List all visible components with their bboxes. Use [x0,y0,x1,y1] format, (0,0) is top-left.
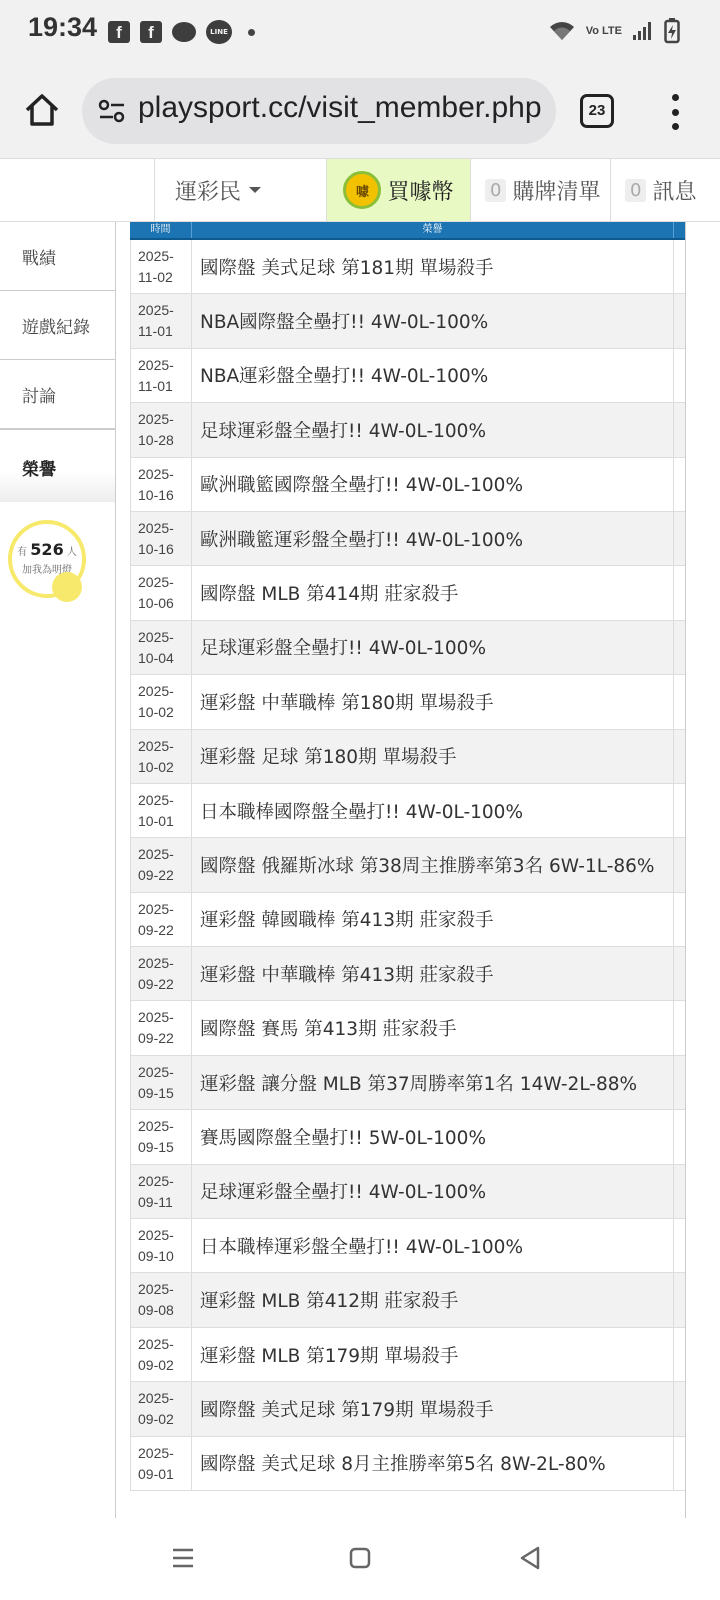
table-row [130,675,685,729]
table-row [130,1437,685,1491]
chat-bubble-icon [172,22,196,42]
row-date: 2025- 10-16 [130,512,192,565]
sidebar-item-game-log[interactable] [0,291,115,360]
back-icon[interactable] [510,1538,550,1578]
row-honor: 賽馬國際盤全壘打!! 5W-0L-100% [192,1110,674,1163]
row-honor: 國際盤 美式足球 第181期 單場殺手 [192,240,674,293]
row-honor: 國際盤 MLB 第414期 莊家殺手 [192,566,674,619]
row-date: 2025- 09-11 [130,1165,192,1218]
row-date: 2025- 11-01 [130,349,192,402]
row-honor: 運彩盤 中華職棒 第180期 單場殺手 [192,675,674,728]
table-header [130,222,685,240]
table-row [130,947,685,1001]
signal-icon [632,21,654,41]
sidebar-item-record[interactable] [0,222,115,291]
dot-icon [248,29,255,36]
table-row [130,566,685,620]
row-date: 2025- 11-01 [130,294,192,347]
notification-icons [108,20,255,44]
messages-label: 訊息 [652,179,697,205]
messages-link[interactable] [610,159,720,221]
row-date: 2025- 09-02 [130,1328,192,1381]
row-honor: 運彩盤 中華職棒 第413期 莊家殺手 [192,947,674,1000]
row-honor: 運彩盤 讓分盤 MLB 第37周勝率第1名 14W-2L-88% [192,1056,674,1109]
recent-apps-icon[interactable] [163,1538,203,1578]
members-dropdown[interactable] [154,159,326,221]
row-date: 2025- 09-15 [130,1110,192,1163]
follower-count: 有 526 人 [17,540,77,559]
row-date: 2025- 11-02 [130,240,192,293]
table-row [130,1165,685,1219]
table-row [130,349,685,403]
table-row [130,458,685,512]
volte-icon: Vo LTE [585,24,622,37]
table-row [130,1219,685,1273]
row-date: 2025- 10-02 [130,730,192,783]
table-row [130,784,685,838]
table-row [130,403,685,457]
status-time: 19:34 [28,12,98,42]
row-date: 2025- 09-02 [130,1382,192,1435]
sidebar-item-label: 討論 [22,386,56,407]
row-honor: 足球運彩盤全壘打!! 4W-0L-100% [192,1165,674,1218]
table-row [130,294,685,348]
more-menu-icon[interactable] [670,94,680,130]
home-icon[interactable] [22,90,62,130]
message-count-badge: 0 [625,179,646,202]
row-honor: 運彩盤 MLB 第412期 莊家殺手 [192,1273,674,1326]
row-date: 2025- 09-10 [130,1219,192,1272]
table-row [130,730,685,784]
row-date: 2025- 09-08 [130,1273,192,1326]
caret-down-icon [249,187,261,193]
row-date: 2025- 10-16 [130,458,192,511]
wifi-icon [548,20,576,42]
column-header-time: 時間 [130,222,192,238]
row-honor: 歐洲職籃運彩盤全壘打!! 4W-0L-100% [192,512,674,565]
url-text: playsport.cc/visit_member.php [138,91,542,124]
row-date: 2025- 10-01 [130,784,192,837]
row-honor: 國際盤 賽馬 第413期 莊家殺手 [192,1001,674,1054]
row-date: 2025- 10-04 [130,621,192,674]
tab-switcher-button[interactable]: 23 [580,94,614,128]
row-honor: 國際盤 美式足球 8月主推勝率第5名 8W-2L-80% [192,1437,674,1490]
members-label: 運彩民 [175,179,242,205]
row-date: 2025- 09-22 [130,838,192,891]
row-honor: 國際盤 美式足球 第179期 單場殺手 [192,1382,674,1435]
system-icons [548,18,680,44]
row-honor: 運彩盤 韓國職棒 第413期 莊家殺手 [192,893,674,946]
cart-label: 購牌清單 [512,179,601,205]
column-header-honor: 榮譽 [192,222,674,238]
row-honor: 運彩盤 足球 第180期 單場殺手 [192,730,674,783]
battery-charging-icon [664,18,680,44]
table-row [130,1328,685,1382]
facebook-icon: f [140,21,162,43]
table-body [130,240,685,1491]
table-row [130,1001,685,1055]
sidebar-item-discussion[interactable] [0,360,115,429]
coin-icon: 噱 [343,171,381,209]
buy-coins-button[interactable] [326,159,470,221]
cart-count-badge: 0 [485,179,506,202]
table-row [130,893,685,947]
cart-link[interactable] [470,159,610,221]
table-row [130,621,685,675]
row-honor: 日本職棒運彩盤全壘打!! 4W-0L-100% [192,1219,674,1272]
row-date: 2025- 09-22 [130,947,192,1000]
buy-coins-label: 買噱幣 [387,179,454,205]
honors-table [130,222,686,1518]
row-honor: NBA國際盤全壘打!! 4W-0L-100% [192,294,674,347]
row-honor: 運彩盤 MLB 第179期 單場殺手 [192,1328,674,1381]
row-date: 2025- 09-22 [130,893,192,946]
row-date: 2025- 09-22 [130,1001,192,1054]
row-honor: 足球運彩盤全壘打!! 4W-0L-100% [192,403,674,456]
row-honor: 國際盤 俄羅斯冰球 第38周主推勝率第3名 6W-1L-86% [192,838,674,891]
row-honor: 足球運彩盤全壘打!! 4W-0L-100% [192,621,674,674]
sidebar-item-label: 榮譽 [22,460,56,480]
table-row [130,838,685,892]
row-date: 2025- 10-28 [130,403,192,456]
row-honor: 歐洲職籃國際盤全壘打!! 4W-0L-100% [192,458,674,511]
member-sidebar [0,222,116,1518]
sidebar-item-label: 戰績 [22,248,56,269]
site-header [0,158,720,222]
table-row [130,1110,685,1164]
table-row [130,1273,685,1327]
facebook-icon: f [108,21,130,43]
row-date: 2025- 10-02 [130,675,192,728]
table-row [130,1382,685,1436]
follow-label: 加我為明燈 [22,565,72,576]
table-row [130,1056,685,1110]
row-honor: 日本職棒國際盤全壘打!! 4W-0L-100% [192,784,674,837]
browser-toolbar [0,66,720,158]
system-nav-bar [0,1518,720,1600]
home-nav-icon[interactable] [340,1538,380,1578]
site-settings-icon[interactable] [98,98,126,124]
table-row [130,512,685,566]
sidebar-item-honors[interactable] [0,433,115,502]
sidebar-item-label: 遊戲紀錄 [22,317,90,338]
row-date: 2025- 09-01 [130,1437,192,1490]
row-honor: NBA運彩盤全壘打!! 4W-0L-100% [192,349,674,402]
table-row [130,240,685,294]
row-date: 2025- 09-15 [130,1056,192,1109]
address-bar[interactable] [82,78,556,144]
status-bar [0,0,720,66]
row-date: 2025- 10-06 [130,566,192,619]
line-icon: LINE [206,20,232,44]
